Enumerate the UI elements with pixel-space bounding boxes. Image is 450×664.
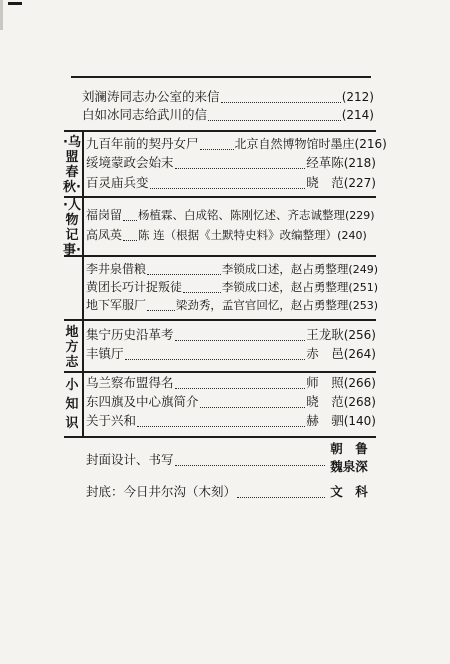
leader-dots [123, 230, 137, 241]
entry-page: (266) [343, 376, 376, 390]
entry-page: (214) [341, 108, 374, 122]
entry-author: 李锁成口述，赵占勇整理 [221, 262, 349, 276]
entry-title: 百灵庙兵变 [86, 175, 149, 190]
entry-page: (264) [343, 347, 376, 361]
credit-line [86, 483, 326, 501]
leader-dots [175, 158, 306, 169]
entry-title: 白如冰同志给武川的信 [82, 107, 208, 122]
entry-page: (140) [343, 414, 376, 428]
entry-author: 晓 范 [306, 394, 344, 409]
entry-author: 李锁成口述，赵占勇整理 [221, 280, 349, 294]
leader-dots [123, 210, 137, 221]
leader-dots [175, 378, 306, 389]
entry-page: (227) [343, 176, 376, 190]
leader-dots [200, 139, 234, 150]
toc-entry[interactable] [86, 278, 378, 296]
scan-mark [0, 0, 3, 30]
toc-entry[interactable] [86, 412, 376, 430]
entry-author: 陈 连（根据《土默特史料》改编整理） [138, 228, 338, 242]
entry-title: 绥境蒙政会始末 [86, 155, 174, 170]
toc-entry[interactable] [86, 326, 376, 344]
section-divider [64, 371, 376, 373]
leader-dots [125, 349, 306, 360]
toc-entry[interactable] [86, 174, 376, 192]
entry-page: (249) [348, 263, 378, 276]
leader-dots [200, 397, 306, 408]
section-divider [64, 319, 376, 321]
section-label-wumeng-chunqiu: ·乌盟春秋· [63, 135, 81, 195]
entry-author: 经革陈 [306, 155, 344, 170]
entry-title: 九百年前的契丹女尸 [86, 136, 199, 151]
section-label-difangzhi: 地方志 [65, 325, 79, 370]
section-label-renwu-jishi: ·人物记事· [63, 198, 81, 258]
entry-title: 乌兰察布盟得名 [86, 375, 174, 390]
toc-entry[interactable] [86, 135, 387, 153]
entry-page: (256) [343, 328, 376, 342]
toc-entry[interactable] [86, 345, 376, 363]
credit-label: 封底：今日井尔沟（木刻） [86, 484, 237, 499]
entry-author: 赤 邑 [306, 346, 344, 361]
entry-page: (240) [337, 229, 367, 242]
leader-dots [208, 110, 341, 121]
credit-name: 朝 鲁 [330, 441, 368, 456]
toc-entry[interactable] [86, 154, 376, 172]
entry-author: 赫 驷 [306, 413, 344, 428]
entry-page: (251) [348, 281, 378, 294]
entry-title: 李井泉借粮 [86, 262, 147, 276]
entry-page: (218) [343, 156, 376, 170]
credit-line [86, 451, 326, 469]
entry-title: 东四旗及中心旗简介 [86, 394, 199, 409]
entry-author: 杨植霖、白成铭、陈刚忆述、齐志诚整理 [138, 208, 346, 222]
section-divider [64, 196, 376, 198]
entry-page: (253) [348, 299, 378, 312]
entry-title: 高凤英 [86, 228, 123, 242]
section-divider [71, 76, 371, 78]
entry-title: 地下军服厂 [86, 298, 147, 312]
leader-dots [175, 330, 306, 341]
entry-page: (216) [354, 137, 387, 151]
leader-dots [137, 416, 305, 427]
entry-author: 梁劲秀，孟官官回忆，赵占勇整理 [175, 298, 349, 312]
entry-page: (229) [345, 209, 375, 222]
leader-dots [175, 455, 325, 466]
entry-title: 集宁历史沿革考 [86, 327, 174, 342]
toc-entry[interactable] [86, 260, 378, 278]
toc-entry[interactable] [86, 226, 378, 244]
credit-name: 魏泉深 [330, 459, 368, 474]
leader-dots [221, 92, 341, 103]
toc-entry[interactable] [86, 296, 378, 314]
entry-author: 晓 范 [306, 175, 344, 190]
entry-page: (268) [343, 395, 376, 409]
entry-author: 师 照 [306, 375, 344, 390]
toc-entry[interactable] [86, 374, 376, 392]
entry-title: 黄团长巧计捉叛徒 [86, 280, 183, 294]
toc-entry[interactable] [86, 206, 378, 224]
section-divider [64, 130, 376, 132]
scan-mark [8, 2, 22, 5]
entry-author: 王龙耿 [306, 327, 344, 342]
toc-entry[interactable] [82, 88, 374, 106]
entry-page: (212) [341, 90, 374, 104]
entry-author: 北京自然博物馆时墨庄 [234, 137, 355, 151]
credit-name: 文 科 [330, 484, 368, 499]
section-divider [64, 255, 376, 257]
credit-label: 封面设计、书写 [86, 452, 174, 467]
toc-entry[interactable] [86, 393, 376, 411]
leader-dots [147, 300, 175, 311]
entry-title: 刘澜涛同志办公室的来信 [82, 89, 220, 104]
leader-dots [237, 487, 325, 498]
entry-title: 丰镇厅 [86, 346, 124, 361]
entry-title: 福岗留 [86, 208, 123, 222]
leader-dots [150, 178, 306, 189]
section-vertical-rule [82, 132, 84, 436]
section-label-xiaozhishi: 小知识 [65, 378, 79, 431]
entry-title: 关于兴和 [86, 413, 137, 428]
toc-entry[interactable] [82, 106, 374, 124]
leader-dots [147, 264, 221, 275]
leader-dots [183, 282, 221, 293]
section-divider [64, 436, 376, 438]
